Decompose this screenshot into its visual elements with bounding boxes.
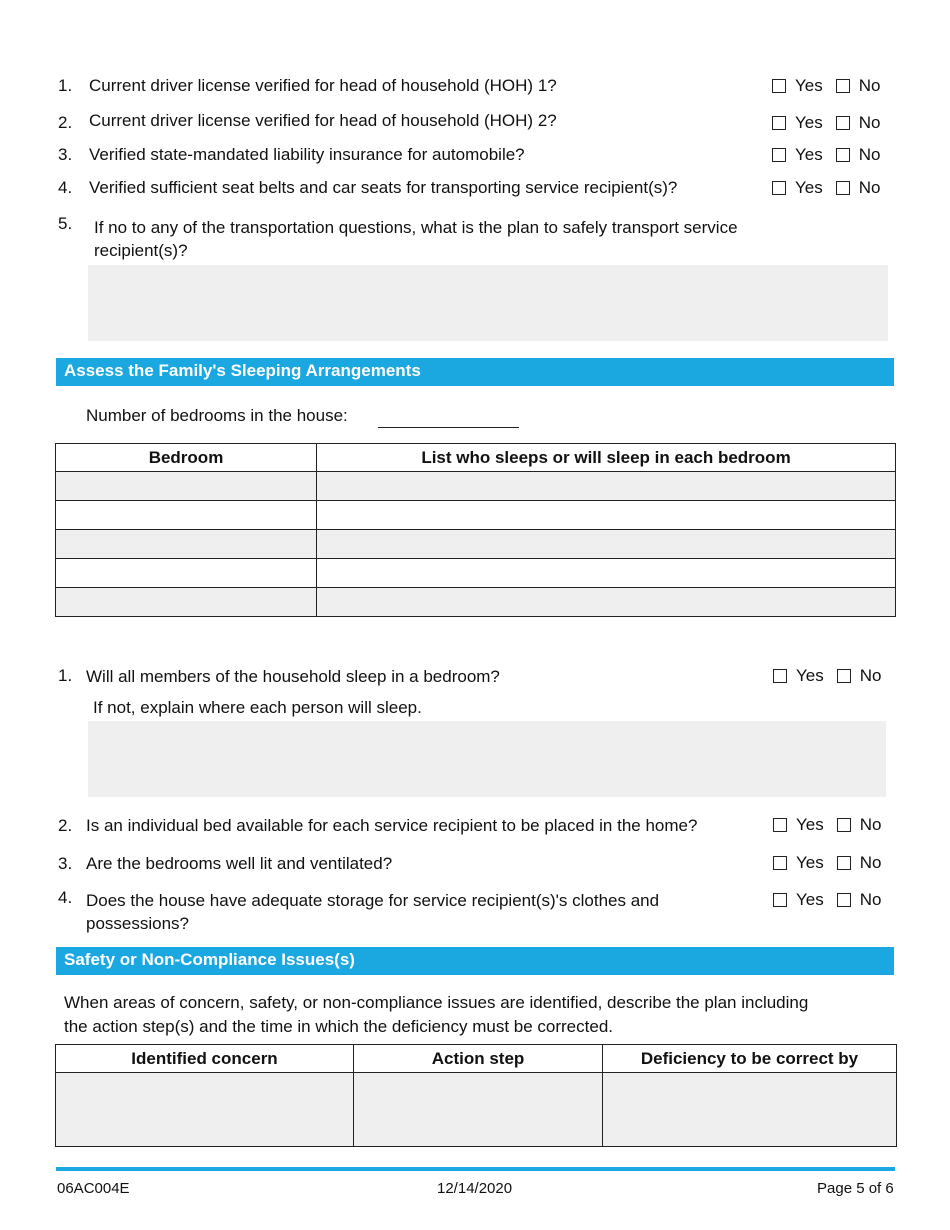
yes-no-group [773,890,881,910]
question-number: 4. [58,178,73,197]
column-header: Identified concern [56,1045,354,1073]
table-row [56,472,896,501]
yes-checkbox[interactable] [773,669,787,683]
bedrooms-count-input[interactable] [378,427,519,428]
question-text-line2: possessions? [86,914,190,933]
sleep-location-field[interactable] [88,721,886,797]
column-header: Action step [354,1045,603,1073]
yes-checkbox[interactable] [773,893,787,907]
question-number: 2. [58,816,73,835]
yes-no-group [773,853,881,873]
sleepers-cell[interactable] [317,472,896,501]
no-label: No [859,890,882,909]
transport-plan-field[interactable] [88,265,888,341]
question-number: 4. [58,888,73,907]
question-text-line1: Does the house have adequate storage for service recipient(s)'s clothes and [86,891,660,910]
no-checkbox[interactable] [837,818,851,832]
no-checkbox[interactable] [836,79,850,93]
question-number: 3. [58,854,73,873]
question-text: Verified state-mandated liability insurance for automobile? [89,145,525,164]
sleepers-cell[interactable] [317,530,896,559]
question-text-line1: If no to any of the transportation questions, what is the plan to safely transport service [94,218,738,237]
no-checkbox[interactable] [837,856,851,870]
safety-description-line2: the action step(s) and the time in which the deficiency must be corrected. [64,1017,613,1036]
table-row [56,588,896,617]
bedroom-cell[interactable] [56,559,317,588]
no-checkbox[interactable] [837,669,851,683]
safety-description-line1: When areas of concern, safety, or non-compliance issues are identified, describe the plan including [64,993,809,1012]
column-header: Deficiency to be correct by [603,1045,897,1073]
section-header-safety: Safety or Non-Compliance Issues(s) [56,947,894,975]
column-header: List who sleeps or will sleep in each bedroom [317,444,896,472]
table-row [56,559,896,588]
question-text-line2: recipient(s)? [94,241,188,260]
yes-no-group [773,815,881,835]
no-checkbox[interactable] [836,148,850,162]
action-cell[interactable] [354,1073,603,1147]
no-checkbox[interactable] [837,893,851,907]
bedroom-table [55,443,896,617]
page-number: Page 5 of 6 [817,1180,894,1197]
no-checkbox[interactable] [836,116,850,130]
concern-table [55,1044,897,1147]
table-row [56,501,896,530]
form-date: 12/14/2020 [437,1180,513,1197]
yes-no-group [773,666,881,686]
yes-no-group [772,178,880,198]
question-subtext: If not, explain where each person will sleep. [93,698,422,717]
no-label: No [858,76,881,95]
no-label: No [859,853,882,872]
yes-label: Yes [796,890,824,909]
table-row [56,1073,897,1147]
question-number: 1. [58,76,73,95]
yes-label: Yes [796,815,824,834]
yes-label: Yes [795,178,823,197]
bedrooms-count-label: Number of bedrooms in the house: [86,406,348,425]
yes-no-group [772,145,880,165]
yes-checkbox[interactable] [773,856,787,870]
question-text: Is an individual bed available for each service recipient to be placed in the home? [86,816,698,835]
footer-divider [56,1167,895,1171]
section-header-sleeping: Assess the Family's Sleeping Arrangements [56,358,894,386]
question-number: 5. [58,214,73,233]
yes-label: Yes [796,666,824,685]
no-label: No [858,145,881,164]
question-text: Current driver license verified for head of household (HOH) 2? [89,111,557,130]
yes-checkbox[interactable] [773,818,787,832]
sleepers-cell[interactable] [317,501,896,530]
question-number: 3. [58,145,73,164]
question-text: Will all members of the household sleep in a bedroom? [86,667,500,686]
question-text: Current driver license verified for head of household (HOH) 1? [89,76,557,95]
yes-label: Yes [796,853,824,872]
no-checkbox[interactable] [836,181,850,195]
yes-checkbox[interactable] [772,116,786,130]
yes-checkbox[interactable] [772,181,786,195]
no-label: No [859,666,882,685]
bedroom-cell[interactable] [56,530,317,559]
yes-label: Yes [795,145,823,164]
question-number: 2. [58,113,73,132]
sleepers-cell[interactable] [317,559,896,588]
question-text: Are the bedrooms well lit and ventilated? [86,854,393,873]
question-text: Verified sufficient seat belts and car seats for transporting service recipient(s)? [89,178,678,197]
bedroom-cell[interactable] [56,588,317,617]
sleepers-cell[interactable] [317,588,896,617]
table-row [56,530,896,559]
question-number: 1. [58,666,73,685]
no-label: No [859,815,882,834]
form-id: 06AC004E [57,1180,130,1197]
no-label: No [858,113,881,132]
yes-label: Yes [795,76,823,95]
yes-no-group [772,76,880,96]
no-label: No [858,178,881,197]
yes-checkbox[interactable] [772,79,786,93]
deadline-cell[interactable] [603,1073,897,1147]
yes-label: Yes [795,113,823,132]
bedroom-cell[interactable] [56,501,317,530]
yes-checkbox[interactable] [772,148,786,162]
column-header: Bedroom [56,444,317,472]
bedroom-cell[interactable] [56,472,317,501]
concern-cell[interactable] [56,1073,354,1147]
yes-no-group [772,113,880,133]
